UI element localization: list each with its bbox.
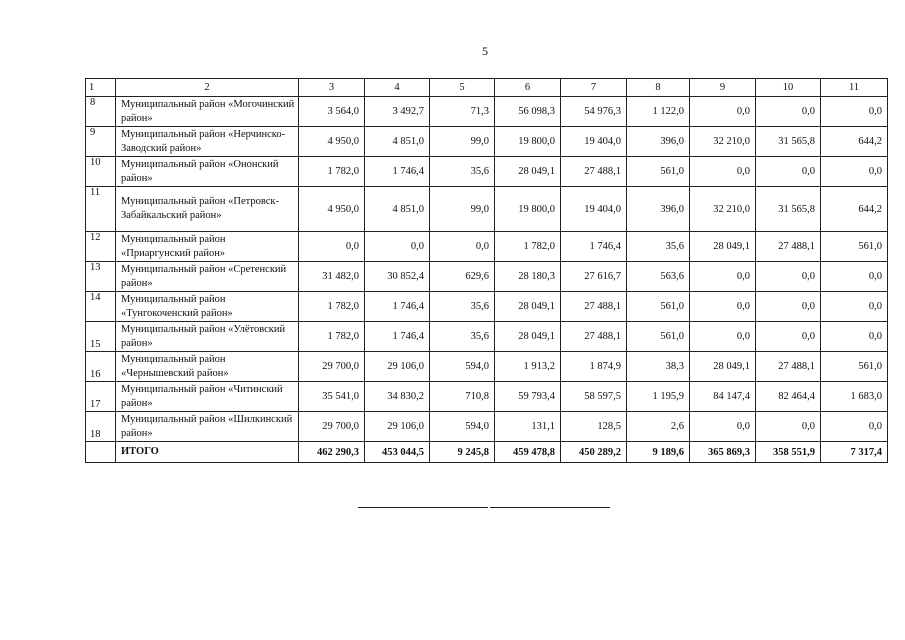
value-cell: 1 746,4 — [365, 292, 430, 322]
header-cell: 11 — [821, 79, 888, 97]
value-cell: 4 950,0 — [299, 187, 365, 232]
value-cell: 0,0 — [821, 322, 888, 352]
district-name: Муниципальный район «Чернышевский район» — [116, 352, 299, 382]
value-cell: 0,0 — [756, 412, 821, 442]
value-cell: 4 950,0 — [299, 127, 365, 157]
row-number: 8 — [86, 97, 116, 127]
value-cell: 396,0 — [627, 187, 690, 232]
value-cell: 0,0 — [365, 232, 430, 262]
value-cell: 38,3 — [627, 352, 690, 382]
table-row — [86, 262, 888, 292]
value-cell: 561,0 — [821, 232, 888, 262]
value-cell: 1 782,0 — [299, 292, 365, 322]
district-name: Муниципальный район «Сретенский район» — [116, 262, 299, 292]
value-cell: 30 852,4 — [365, 262, 430, 292]
total-value: 9 189,6 — [627, 442, 690, 463]
value-cell: 0,0 — [690, 322, 756, 352]
value-cell: 1 195,9 — [627, 382, 690, 412]
value-cell: 0,0 — [690, 262, 756, 292]
district-name: Муниципальный район «Могочинский район» — [116, 97, 299, 127]
header-cell: 2 — [116, 79, 299, 97]
row-number: 13 — [86, 262, 116, 292]
value-cell: 561,0 — [627, 157, 690, 187]
value-cell: 31 565,8 — [756, 127, 821, 157]
value-cell: 56 098,3 — [495, 97, 561, 127]
value-cell: 99,0 — [430, 187, 495, 232]
table-row — [86, 97, 888, 127]
value-cell: 1 683,0 — [821, 382, 888, 412]
district-name: Муниципальный район «Шилкинский район» — [116, 412, 299, 442]
header-cell: 4 — [365, 79, 430, 97]
value-cell: 28 049,1 — [690, 232, 756, 262]
value-cell: 28 180,3 — [495, 262, 561, 292]
header-cell: 5 — [430, 79, 495, 97]
value-cell: 561,0 — [627, 322, 690, 352]
value-cell: 561,0 — [627, 292, 690, 322]
total-value: 459 478,8 — [495, 442, 561, 463]
value-cell: 0,0 — [821, 97, 888, 127]
value-cell: 0,0 — [821, 412, 888, 442]
value-cell: 27 488,1 — [561, 292, 627, 322]
header-cell: 9 — [690, 79, 756, 97]
value-cell: 35,6 — [430, 157, 495, 187]
table-row — [86, 382, 888, 412]
value-cell: 0,0 — [690, 292, 756, 322]
table-row — [86, 232, 888, 262]
value-cell: 4 851,0 — [365, 187, 430, 232]
value-cell: 644,2 — [821, 127, 888, 157]
row-number: 15 — [86, 322, 116, 352]
value-cell: 29 700,0 — [299, 352, 365, 382]
total-value: 462 290,3 — [299, 442, 365, 463]
value-cell: 19 800,0 — [495, 187, 561, 232]
table-row — [86, 127, 888, 157]
table-row — [86, 187, 888, 232]
value-cell: 28 049,1 — [495, 292, 561, 322]
value-cell: 1 874,9 — [561, 352, 627, 382]
value-cell: 32 210,0 — [690, 187, 756, 232]
value-cell: 0,0 — [756, 262, 821, 292]
total-value: 450 289,2 — [561, 442, 627, 463]
value-cell: 594,0 — [430, 412, 495, 442]
district-name: Муниципальный район «Улётовский район» — [116, 322, 299, 352]
value-cell: 59 793,4 — [495, 382, 561, 412]
table-row — [86, 322, 888, 352]
header-cell: 10 — [756, 79, 821, 97]
district-name: Муниципальный район «Нерчинско-Заводский район» — [116, 127, 299, 157]
header-row — [86, 79, 888, 97]
row-number: 14 — [86, 292, 116, 322]
value-cell: 563,6 — [627, 262, 690, 292]
table-row — [86, 157, 888, 187]
total-index — [86, 442, 116, 463]
signature-line — [358, 507, 488, 508]
value-cell: 1 746,4 — [561, 232, 627, 262]
value-cell: 28 049,1 — [495, 322, 561, 352]
value-cell: 28 049,1 — [690, 352, 756, 382]
total-value: 365 869,3 — [690, 442, 756, 463]
value-cell: 27 488,1 — [756, 352, 821, 382]
value-cell: 35,6 — [627, 232, 690, 262]
row-number: 11 — [86, 187, 116, 232]
value-cell: 27 488,1 — [756, 232, 821, 262]
value-cell: 0,0 — [690, 157, 756, 187]
value-cell: 396,0 — [627, 127, 690, 157]
value-cell: 594,0 — [430, 352, 495, 382]
value-cell: 0,0 — [756, 97, 821, 127]
value-cell: 3 492,7 — [365, 97, 430, 127]
district-name: Муниципальный район «Ононский район» — [116, 157, 299, 187]
value-cell: 29 106,0 — [365, 412, 430, 442]
value-cell: 131,1 — [495, 412, 561, 442]
value-cell: 0,0 — [756, 292, 821, 322]
value-cell: 27 488,1 — [561, 157, 627, 187]
district-name: Муниципальный район «Читинский район» — [116, 382, 299, 412]
value-cell: 29 700,0 — [299, 412, 365, 442]
value-cell: 1 913,2 — [495, 352, 561, 382]
district-name: Муниципальный район «Приаргунский район» — [116, 232, 299, 262]
value-cell: 27 616,7 — [561, 262, 627, 292]
value-cell: 644,2 — [821, 187, 888, 232]
value-cell: 0,0 — [299, 232, 365, 262]
value-cell: 35,6 — [430, 322, 495, 352]
value-cell: 0,0 — [821, 262, 888, 292]
total-value: 7 317,4 — [821, 442, 888, 463]
value-cell: 1 782,0 — [495, 232, 561, 262]
value-cell: 629,6 — [430, 262, 495, 292]
signature-line — [490, 507, 610, 508]
row-number: 10 — [86, 157, 116, 187]
value-cell: 0,0 — [690, 97, 756, 127]
data-table — [85, 78, 888, 463]
value-cell: 0,0 — [430, 232, 495, 262]
header-cell: 7 — [561, 79, 627, 97]
value-cell: 35 541,0 — [299, 382, 365, 412]
total-value: 358 551,9 — [756, 442, 821, 463]
value-cell: 32 210,0 — [690, 127, 756, 157]
value-cell: 82 464,4 — [756, 382, 821, 412]
row-number: 18 — [86, 412, 116, 442]
value-cell: 3 564,0 — [299, 97, 365, 127]
row-number: 9 — [86, 127, 116, 157]
row-number: 16 — [86, 352, 116, 382]
value-cell: 19 800,0 — [495, 127, 561, 157]
value-cell: 19 404,0 — [561, 127, 627, 157]
value-cell: 1 782,0 — [299, 157, 365, 187]
value-cell: 35,6 — [430, 292, 495, 322]
value-cell: 0,0 — [756, 157, 821, 187]
total-value: 453 044,5 — [365, 442, 430, 463]
table-row — [86, 412, 888, 442]
value-cell: 19 404,0 — [561, 187, 627, 232]
value-cell: 31 565,8 — [756, 187, 821, 232]
value-cell: 0,0 — [756, 322, 821, 352]
value-cell: 71,3 — [430, 97, 495, 127]
total-value: 9 245,8 — [430, 442, 495, 463]
value-cell: 84 147,4 — [690, 382, 756, 412]
value-cell: 4 851,0 — [365, 127, 430, 157]
value-cell: 54 976,3 — [561, 97, 627, 127]
value-cell: 561,0 — [821, 352, 888, 382]
row-number: 17 — [86, 382, 116, 412]
header-cell: 1 — [86, 79, 116, 97]
total-label: ИТОГО — [116, 442, 299, 463]
district-name: Муниципальный район «Петровск-Забайкальский район» — [116, 187, 299, 232]
row-number: 12 — [86, 232, 116, 262]
value-cell: 1 746,4 — [365, 322, 430, 352]
value-cell: 128,5 — [561, 412, 627, 442]
header-cell: 6 — [495, 79, 561, 97]
value-cell: 1 782,0 — [299, 322, 365, 352]
district-name: Муниципальный район «Тунгокоченский район» — [116, 292, 299, 322]
value-cell: 28 049,1 — [495, 157, 561, 187]
value-cell: 27 488,1 — [561, 322, 627, 352]
value-cell: 1 746,4 — [365, 157, 430, 187]
value-cell: 1 122,0 — [627, 97, 690, 127]
value-cell: 34 830,2 — [365, 382, 430, 412]
value-cell: 0,0 — [690, 412, 756, 442]
value-cell: 0,0 — [821, 292, 888, 322]
page-number: 5 — [482, 44, 488, 58]
total-row — [86, 442, 888, 463]
value-cell: 710,8 — [430, 382, 495, 412]
value-cell: 0,0 — [821, 157, 888, 187]
value-cell: 99,0 — [430, 127, 495, 157]
table-row — [86, 292, 888, 322]
header-cell: 8 — [627, 79, 690, 97]
value-cell: 31 482,0 — [299, 262, 365, 292]
value-cell: 2,6 — [627, 412, 690, 442]
value-cell: 58 597,5 — [561, 382, 627, 412]
table-row — [86, 352, 888, 382]
value-cell: 29 106,0 — [365, 352, 430, 382]
header-cell: 3 — [299, 79, 365, 97]
